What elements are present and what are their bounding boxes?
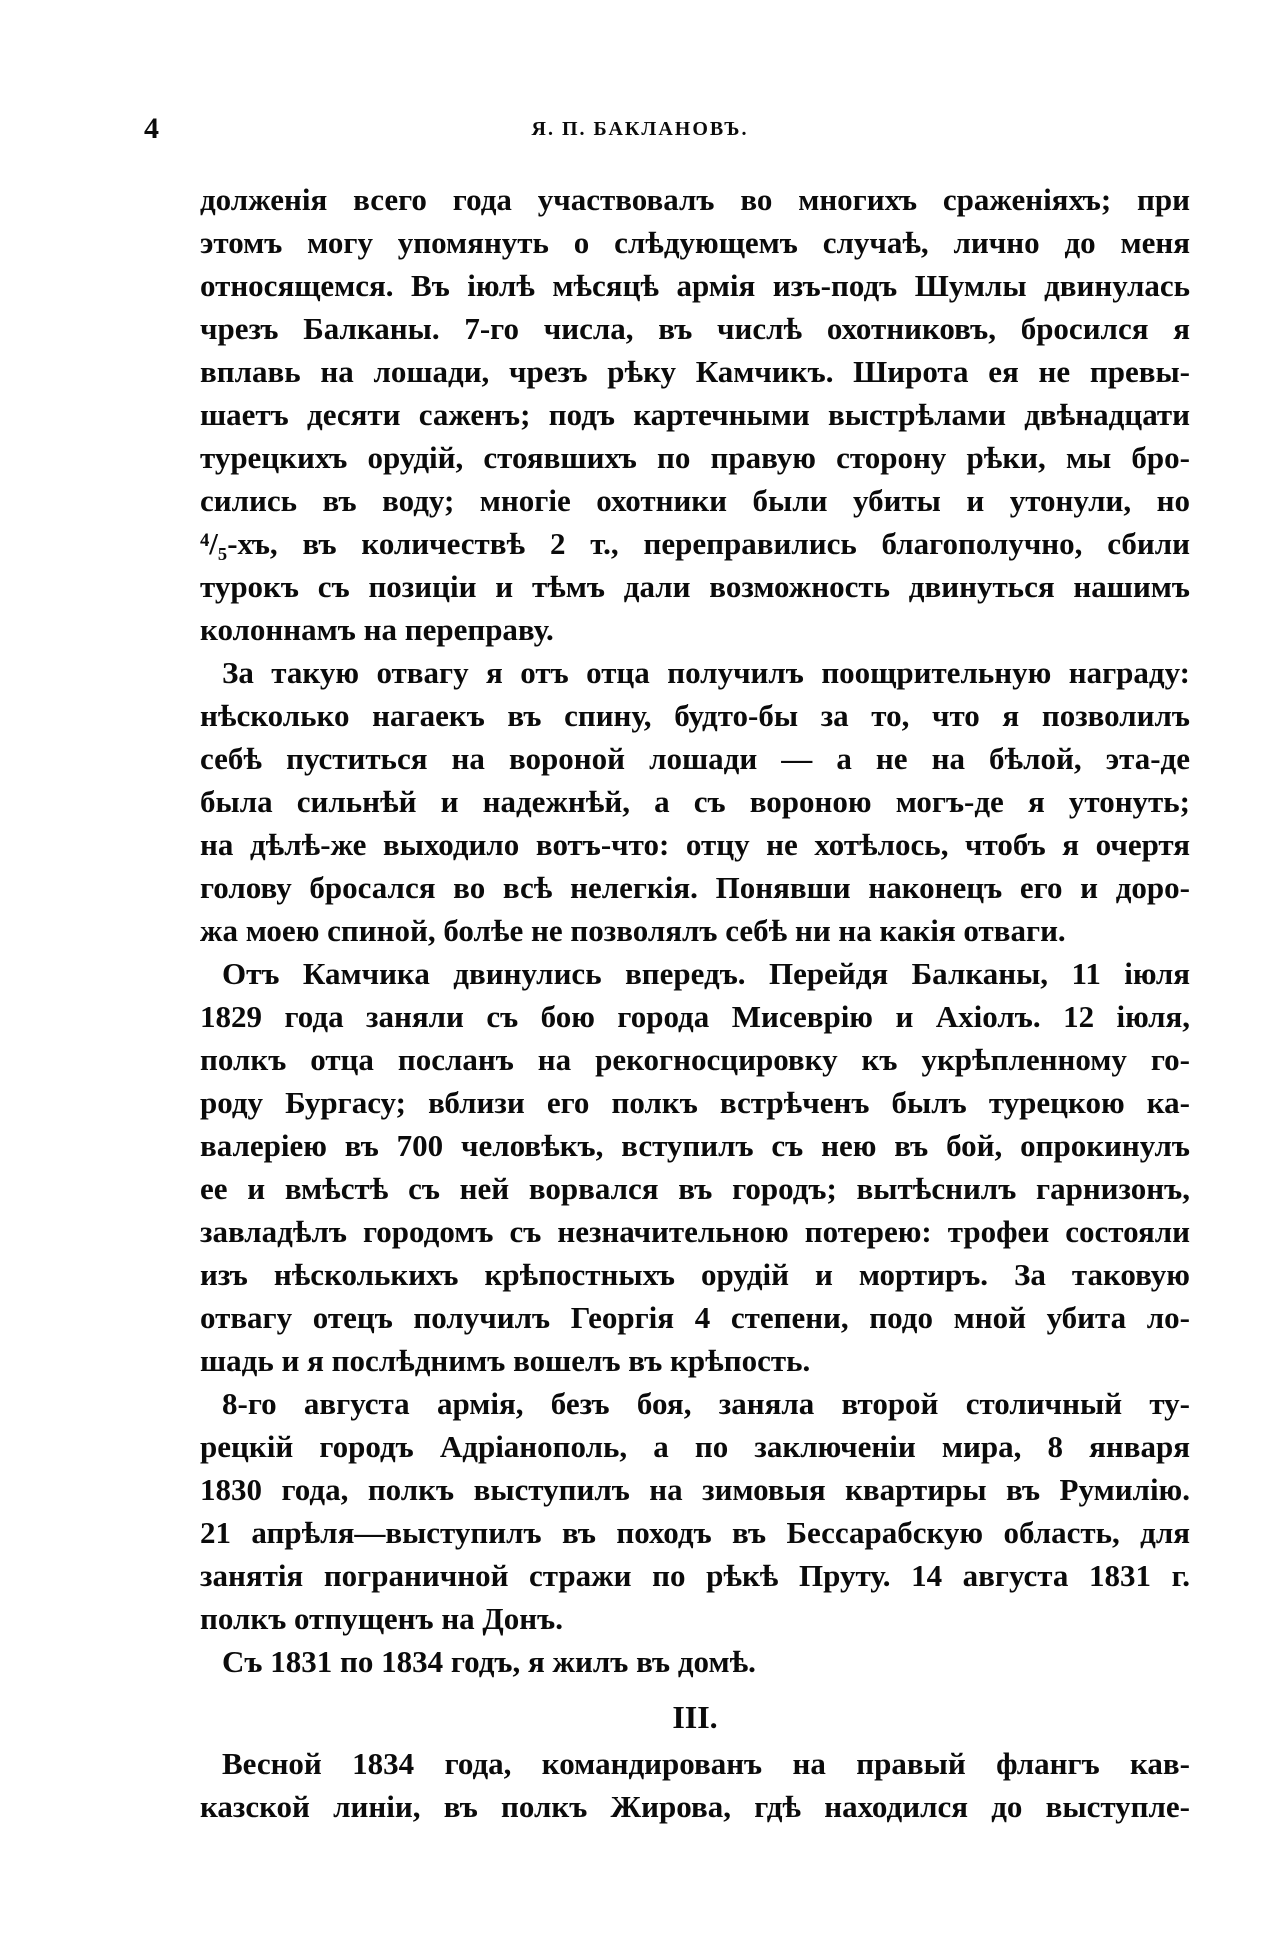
page-body [200, 178, 1190, 1828]
paragraph [200, 952, 1190, 1382]
paragraph [200, 1640, 1190, 1683]
text-line: Отъ Камчика двинулись впередъ. Перейдя Балканы, 11 іюля [222, 956, 1190, 991]
paragraph [200, 1742, 1190, 1828]
text-line: 1829 года заняли съ бою города Мисеврію и Ахіолъ. 12 іюля, [200, 999, 1190, 1034]
text-line: ⁴/₅-хъ, въ количествѣ 2 т., переправились благополучно, сбили [200, 526, 1190, 561]
text-line: рецкій городъ Адріанополь, а по заключеніи мира, 8 января [200, 1429, 1190, 1464]
text-line: шаетъ десяти саженъ; подъ картечными выстрѣлами двѣнадцати [200, 397, 1190, 432]
text-line: За такую отвагу я отъ отца получилъ поощрительную награду: [222, 655, 1190, 690]
text-line: чрезъ Балканы. 7-го числа, въ числѣ охотниковъ, бросился я [200, 311, 1190, 346]
text-line: вплавь на лошади, чрезъ рѣку Камчикъ. Широта ея не превы- [200, 354, 1190, 389]
text-line: нѣсколько нагаекъ въ спину, будто-бы за то, что я позволилъ [200, 698, 1190, 733]
text-line: ее и вмѣстѣ съ ней ворвался въ городъ; вытѣснилъ гарнизонъ, [200, 1171, 1190, 1206]
paragraph [200, 178, 1190, 651]
text-line: 1830 года, полкъ выступилъ на зимовыя квартиры въ Румилію. [200, 1472, 1190, 1507]
text-line: была сильнѣй и надежнѣй, а съ вороною могъ-де я утонуть; [200, 784, 1190, 819]
text-line: полкъ отпущенъ на Донъ. [200, 1601, 563, 1636]
text-line: турокъ съ позиціи и тѣмъ дали возможность двинуться нашимъ [200, 569, 1190, 604]
text-line: полкъ отца посланъ на рекогносцировку къ укрѣпленному го- [200, 1042, 1190, 1077]
paragraph [200, 1382, 1190, 1640]
text-line: казской линіи, въ полкъ Жирова, гдѣ находился до выступле- [200, 1789, 1190, 1824]
text-line: занятія пограничной стражи по рѣкѣ Пруту. 14 августа 1831 г. [200, 1558, 1190, 1593]
section-heading: III. [672, 1699, 718, 1735]
text-line: турецкихъ орудій, стоявшихъ по правую сторону рѣки, мы бро- [200, 440, 1190, 475]
text-line: завладѣлъ городомъ съ незначительною потерею: трофеи состояли [200, 1214, 1190, 1249]
text-line: 21 апрѣля—выступилъ въ походъ въ Бессарабскую область, для [200, 1515, 1190, 1550]
text-line: на дѣлѣ-же выходило вотъ-что: отцу не хотѣлось, чтобъ я очертя [200, 827, 1190, 862]
text-line: жа моею спиной, болѣе не позволялъ себѣ ни на какія отваги. [200, 913, 1066, 948]
text-line: относящемся. Въ іюлѣ мѣсяцѣ армія изъ-подъ Шумлы двинулась [200, 268, 1190, 303]
paragraph [200, 651, 1190, 952]
text-line: колоннамъ на переправу. [200, 612, 554, 647]
text-line: изъ нѣсколькихъ крѣпостныхъ орудій и мортиръ. За таковую [200, 1257, 1190, 1292]
text-line: валеріею въ 700 человѣкъ, вступилъ съ нею въ бой, опрокинулъ [200, 1128, 1190, 1163]
text-line: голову бросался во всѣ нелегкія. Понявши наконецъ его и доро- [200, 870, 1190, 905]
text-line: отвагу отецъ получилъ Георгія 4 степени, подо мной убита ло- [200, 1300, 1190, 1335]
running-title: Я. П. БАКЛАНОВЪ. [531, 118, 749, 140]
text-line: Весной 1834 года, командированъ на правый флангъ кав- [222, 1746, 1190, 1781]
text-line: Съ 1831 по 1834 годъ, я жилъ въ домѣ. [222, 1644, 756, 1679]
text-line: 8-го августа армія, безъ боя, заняла второй столичный ту- [222, 1386, 1190, 1421]
text-line: сились въ воду; многіе охотники были убиты и утонули, но [200, 483, 1190, 518]
text-line: шадь и я послѣднимъ вошелъ въ крѣпость. [200, 1343, 811, 1378]
text-line: себѣ пуститься на вороной лошади — а не на бѣлой, эта-де [200, 741, 1190, 776]
text-line: роду Бургасу; вблизи его полкъ встрѣченъ былъ турецкою ка- [200, 1085, 1190, 1120]
text-line: этомъ могу упомянуть о слѣдующемъ случаѣ, лично до меня [200, 225, 1190, 260]
text-line: долженія всего года участвовалъ во многихъ сраженіяхъ; при [200, 182, 1190, 217]
page-number: 4 [144, 112, 159, 145]
